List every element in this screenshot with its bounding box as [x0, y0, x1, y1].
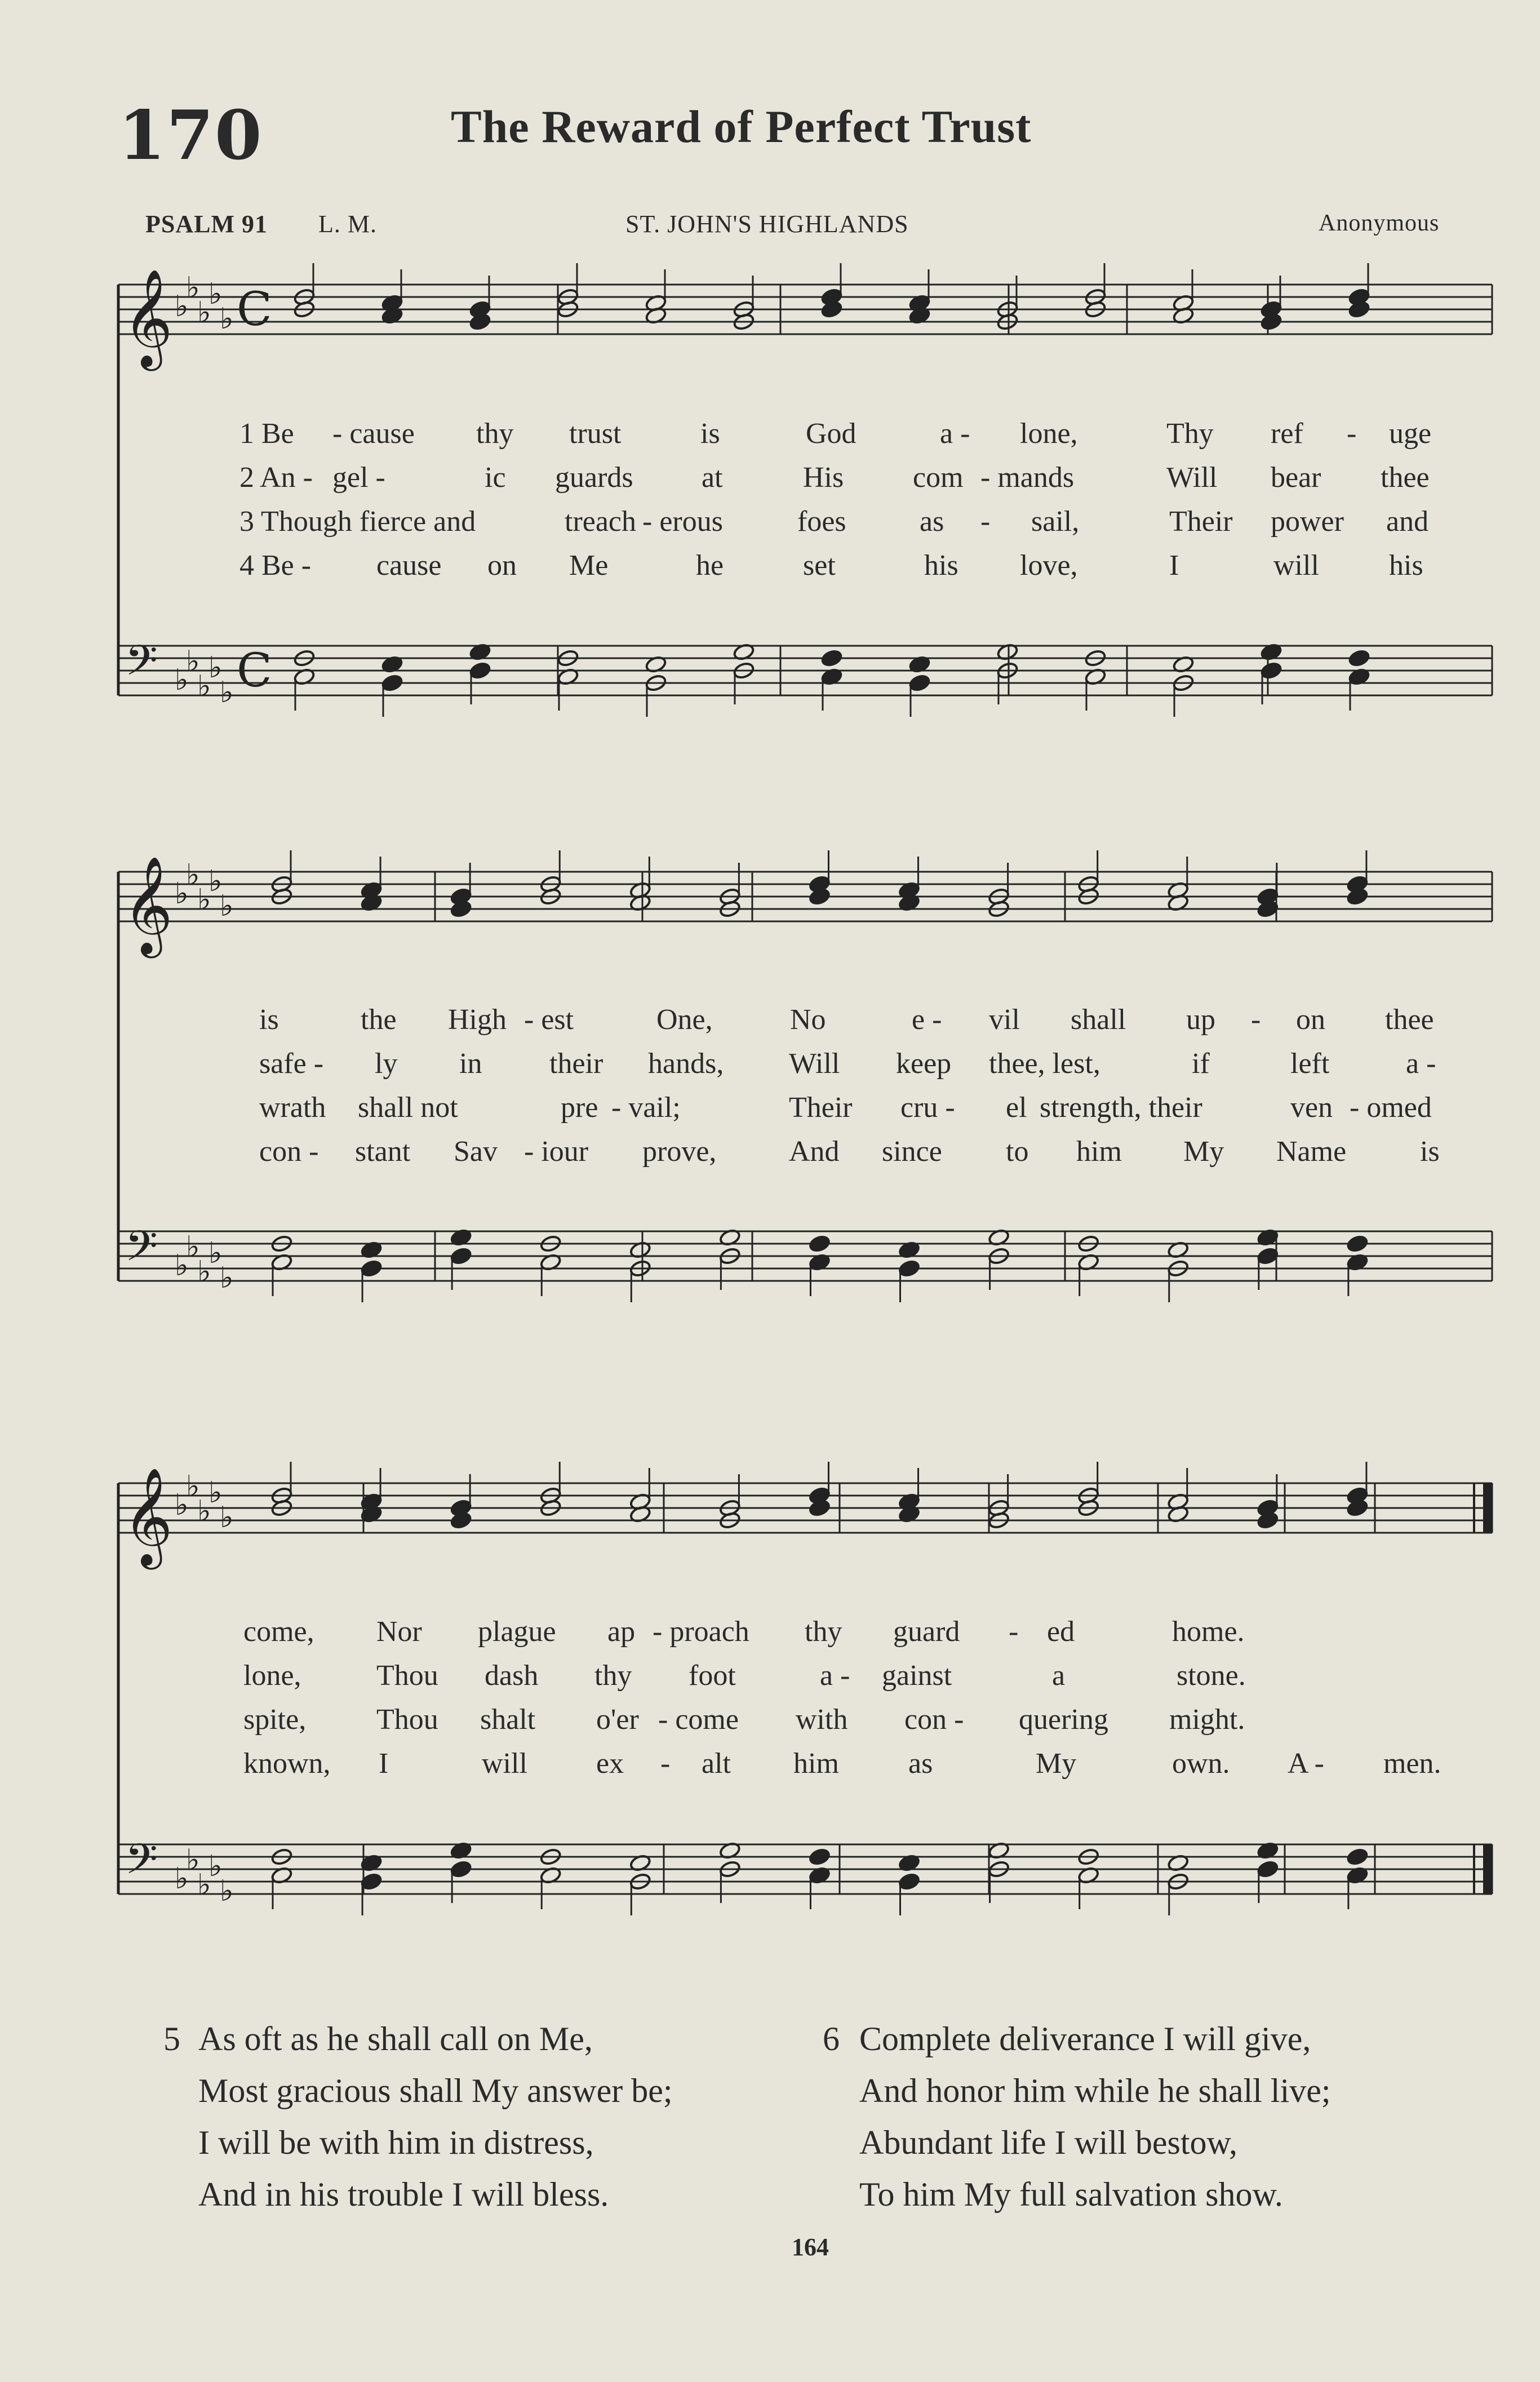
lyric-word: A -	[1288, 1747, 1324, 1780]
stanza-line: As oft as he shall call on Me,	[198, 2020, 593, 2057]
svg-text:♭: ♭	[208, 1849, 223, 1883]
lyric-word: ven	[1290, 1092, 1333, 1124]
lyric-word: ly	[375, 1048, 398, 1080]
lyric-word: foes	[797, 505, 846, 538]
lyric-word: since	[882, 1135, 942, 1168]
lyric-word: uge	[1389, 418, 1432, 450]
hymn-author: Anonymous	[1319, 210, 1440, 236]
lyric-word: his	[1389, 549, 1423, 582]
lyric-word: 4 Be -	[239, 549, 312, 582]
lyric-word: My	[1183, 1135, 1224, 1168]
lyric-word: strength, their	[1040, 1092, 1202, 1124]
lyric-word: ex	[596, 1747, 624, 1780]
svg-text:♭: ♭	[197, 883, 211, 917]
svg-text:𝄢: 𝄢	[125, 1222, 158, 1281]
lyric-word: - est	[524, 1004, 574, 1036]
svg-text:♭: ♭	[175, 1488, 189, 1522]
lyric-word: con -	[904, 1704, 964, 1736]
lyric-word: cause	[376, 549, 442, 582]
lyric-word: with	[796, 1704, 848, 1736]
svg-text:♭: ♭	[208, 1476, 223, 1510]
lyric-word: - proach	[653, 1616, 749, 1648]
lyric-word: a -	[820, 1660, 850, 1692]
lyric-word: hands,	[648, 1048, 724, 1080]
lyric-word: thy	[805, 1616, 842, 1648]
lyric-word: set	[803, 549, 836, 582]
lyric-word: God	[806, 418, 856, 450]
lyric-word: thy	[476, 418, 514, 450]
lyric-word: as	[920, 505, 944, 538]
lyric-word: him	[1076, 1135, 1122, 1168]
stanza-line: Most gracious shall My answer be;	[198, 2072, 673, 2109]
svg-text:𝄞: 𝄞	[123, 856, 173, 954]
svg-text:♭: ♭	[208, 864, 223, 898]
svg-text:♭: ♭	[208, 277, 223, 311]
lyric-word: shalt	[480, 1704, 536, 1736]
lyric-word: Their	[789, 1092, 853, 1124]
lyric-word: will	[1273, 549, 1319, 582]
svg-text:♭: ♭	[186, 1470, 200, 1503]
lyric-word: I	[379, 1747, 389, 1780]
lyric-word: - iour	[524, 1135, 589, 1168]
svg-text:♭: ♭	[175, 1249, 189, 1283]
lyric-word: trust	[569, 418, 622, 450]
lyric-word: Their	[1169, 505, 1233, 538]
lyric-word: Thou	[376, 1660, 438, 1692]
lyric-word: thee, lest,	[989, 1048, 1100, 1080]
lyric-word: com	[913, 462, 964, 494]
lyric-word: gainst	[882, 1660, 952, 1692]
lyric-word: guards	[555, 462, 633, 494]
lyric-word: ref	[1271, 418, 1303, 450]
lyric-word: - vail;	[611, 1092, 681, 1124]
lyric-word: stant	[355, 1135, 411, 1168]
lyric-word: thy	[594, 1660, 632, 1692]
lyric-word: home.	[1172, 1616, 1245, 1648]
stanza-line: Abundant life I will bestow,	[859, 2124, 1237, 2161]
lyric-word: e -	[912, 1004, 942, 1036]
lyric-word: a -	[1406, 1048, 1436, 1080]
lyric-word: -	[980, 505, 991, 538]
lyric-word: men.	[1383, 1747, 1441, 1780]
stanza-line: And in his trouble I will bless.	[198, 2176, 609, 2213]
lyric-word: Me	[569, 549, 609, 582]
svg-text:♭: ♭	[197, 669, 211, 703]
svg-text:♭: ♭	[186, 645, 200, 678]
svg-text:C: C	[237, 644, 272, 698]
svg-text:♭: ♭	[220, 1501, 234, 1534]
svg-text:♭: ♭	[186, 1843, 200, 1877]
lyric-word: And	[789, 1135, 840, 1168]
hymn-meter: L. M.	[318, 210, 377, 238]
svg-text:♭: ♭	[208, 1236, 223, 1270]
svg-text:♭: ♭	[175, 663, 189, 697]
lyric-word: if	[1192, 1048, 1210, 1080]
lyric-word: a -	[940, 418, 970, 450]
lyric-word: safe -	[259, 1048, 324, 1080]
lyric-word: alt	[702, 1747, 731, 1780]
svg-text:♭: ♭	[220, 1874, 234, 1908]
lyric-word: -	[1009, 1616, 1019, 1648]
lyric-word: High	[448, 1004, 507, 1036]
svg-text:♭: ♭	[197, 1255, 211, 1289]
lyric-word: stone.	[1177, 1660, 1246, 1692]
lyric-word: - erous	[642, 505, 723, 538]
lyric-word: Name	[1276, 1135, 1347, 1168]
svg-text:♭: ♭	[197, 1494, 211, 1528]
lyric-word: My	[1036, 1747, 1077, 1780]
lyric-word: to	[1006, 1135, 1029, 1168]
lyric-word: power	[1271, 505, 1344, 538]
svg-text:♭: ♭	[175, 290, 189, 323]
lyric-word: el	[1006, 1092, 1027, 1124]
lyric-word: thee	[1385, 1004, 1434, 1036]
lyric-word: shall not	[358, 1092, 458, 1124]
lyric-word: guard	[893, 1616, 960, 1648]
lyric-word: lone,	[243, 1660, 301, 1692]
hymn-source: PSALM 91	[145, 210, 268, 238]
lyric-word: will	[482, 1747, 527, 1780]
lyric-word: at	[702, 462, 723, 494]
lyric-word: plague	[478, 1616, 556, 1648]
lyric-word: is	[1420, 1135, 1440, 1168]
lyric-word: -	[660, 1747, 671, 1780]
lyric-word: wrath	[259, 1092, 326, 1124]
stanza-6	[823, 2013, 1331, 2220]
lyric-word: - cause	[332, 418, 415, 450]
lyric-word: o'er	[596, 1704, 639, 1736]
svg-text:♭: ♭	[186, 858, 200, 892]
lyric-word: in	[459, 1048, 482, 1080]
stanza-number: 5	[163, 2020, 180, 2057]
lyric-word: a	[1052, 1660, 1066, 1692]
lyric-word: Sav	[454, 1135, 498, 1168]
svg-text:𝄢: 𝄢	[125, 1835, 158, 1894]
stanza-line: Complete deliverance I will give,	[859, 2020, 1311, 2057]
lyric-word: spite,	[243, 1704, 307, 1736]
lyric-word: - come	[658, 1704, 739, 1736]
lyric-word: ap	[607, 1616, 636, 1648]
lyric-word: known,	[243, 1747, 331, 1780]
lyric-word: his	[924, 549, 958, 582]
lyric-word: 3 Though fierce and	[239, 505, 476, 538]
lyric-word: foot	[689, 1660, 736, 1692]
lyric-word: Thou	[376, 1704, 438, 1736]
lyric-word: on	[487, 549, 517, 582]
lyric-word: as	[908, 1747, 933, 1780]
lyric-word: -	[1251, 1004, 1261, 1036]
hymn-title: The Reward of Perfect Trust	[451, 101, 1032, 152]
lyric-word: sail,	[1031, 505, 1080, 538]
lyric-word: vil	[989, 1004, 1020, 1036]
stanza-line: I will be with him in distress,	[198, 2124, 594, 2161]
lyric-word: No	[790, 1004, 826, 1036]
lyric-word: dash	[485, 1660, 539, 1692]
svg-text:♭: ♭	[220, 889, 234, 923]
lyric-word: pre	[561, 1092, 598, 1124]
lyric-word: their	[549, 1048, 603, 1080]
lyric-word: shall	[1071, 1004, 1126, 1036]
lyric-word: -	[1347, 418, 1357, 450]
svg-text:♭: ♭	[186, 271, 200, 305]
lyric-word: con -	[259, 1135, 319, 1168]
lyric-word: up	[1186, 1004, 1215, 1036]
lyric-word: One,	[656, 1004, 713, 1036]
svg-text:♭: ♭	[220, 302, 234, 336]
lyric-word: ed	[1047, 1616, 1075, 1648]
stanza-5	[163, 2013, 673, 2220]
page-number: 164	[792, 2233, 829, 2261]
lyric-word: 1 Be	[239, 418, 294, 450]
svg-text:♭: ♭	[197, 296, 211, 330]
lyric-word: quering	[1019, 1704, 1108, 1736]
lyric-word: left	[1290, 1048, 1330, 1080]
lyric-word: ic	[485, 462, 506, 494]
lyric-word: - omed	[1350, 1092, 1432, 1124]
lyric-word: Will	[789, 1048, 840, 1080]
lyric-word: I	[1169, 549, 1179, 582]
svg-text:𝄞: 𝄞	[123, 1467, 173, 1565]
svg-text:𝄢: 𝄢	[125, 636, 158, 695]
svg-text:♭: ♭	[208, 651, 223, 685]
lyric-word: cru -	[900, 1092, 955, 1124]
lyric-word: is	[700, 418, 720, 450]
lyric-word: come,	[243, 1616, 314, 1648]
svg-text:C: C	[237, 283, 272, 336]
stanza-line: To him My full salvation show.	[859, 2176, 1283, 2213]
lyric-word: keep	[896, 1048, 952, 1080]
lyric-word: Will	[1166, 462, 1218, 494]
lyric-word: His	[803, 462, 844, 494]
stanza-line: And honor him while he shall live;	[859, 2072, 1331, 2109]
svg-text:♭: ♭	[175, 1862, 189, 1896]
hymn-tune: ST. JOHN'S HIGHLANDS	[625, 210, 909, 238]
lyric-word: might.	[1169, 1704, 1245, 1736]
lyric-word: lone,	[1020, 418, 1078, 450]
lyric-word: love,	[1020, 549, 1078, 582]
lyric-word: prove,	[642, 1135, 717, 1168]
svg-text:♭: ♭	[220, 1261, 234, 1295]
lyric-word: Nor	[376, 1616, 422, 1648]
lyric-word: bear	[1271, 462, 1321, 494]
lyric-word: him	[793, 1747, 839, 1780]
stanza-number: 6	[823, 2020, 840, 2057]
svg-text:𝄞: 𝄞	[123, 269, 173, 367]
lyric-word: - mands	[980, 462, 1075, 494]
svg-text:♭: ♭	[197, 1868, 211, 1902]
lyric-word: 2 An -	[239, 462, 313, 494]
lyric-word: own.	[1172, 1747, 1230, 1780]
lyric-word: gel -	[332, 462, 385, 494]
lyric-word: on	[1296, 1004, 1325, 1036]
lyric-word: Thy	[1166, 418, 1214, 450]
lyric-word: is	[259, 1004, 279, 1036]
lyric-word: he	[696, 549, 724, 582]
hymn-number: 170	[118, 96, 263, 175]
lyric-word: the	[361, 1004, 397, 1036]
svg-text:♭: ♭	[220, 676, 234, 709]
svg-text:♭: ♭	[175, 877, 189, 911]
lyric-word: treach	[565, 505, 637, 538]
lyric-word: thee	[1381, 462, 1430, 494]
lyric-word: and	[1386, 505, 1429, 538]
svg-text:♭: ♭	[186, 1230, 200, 1264]
